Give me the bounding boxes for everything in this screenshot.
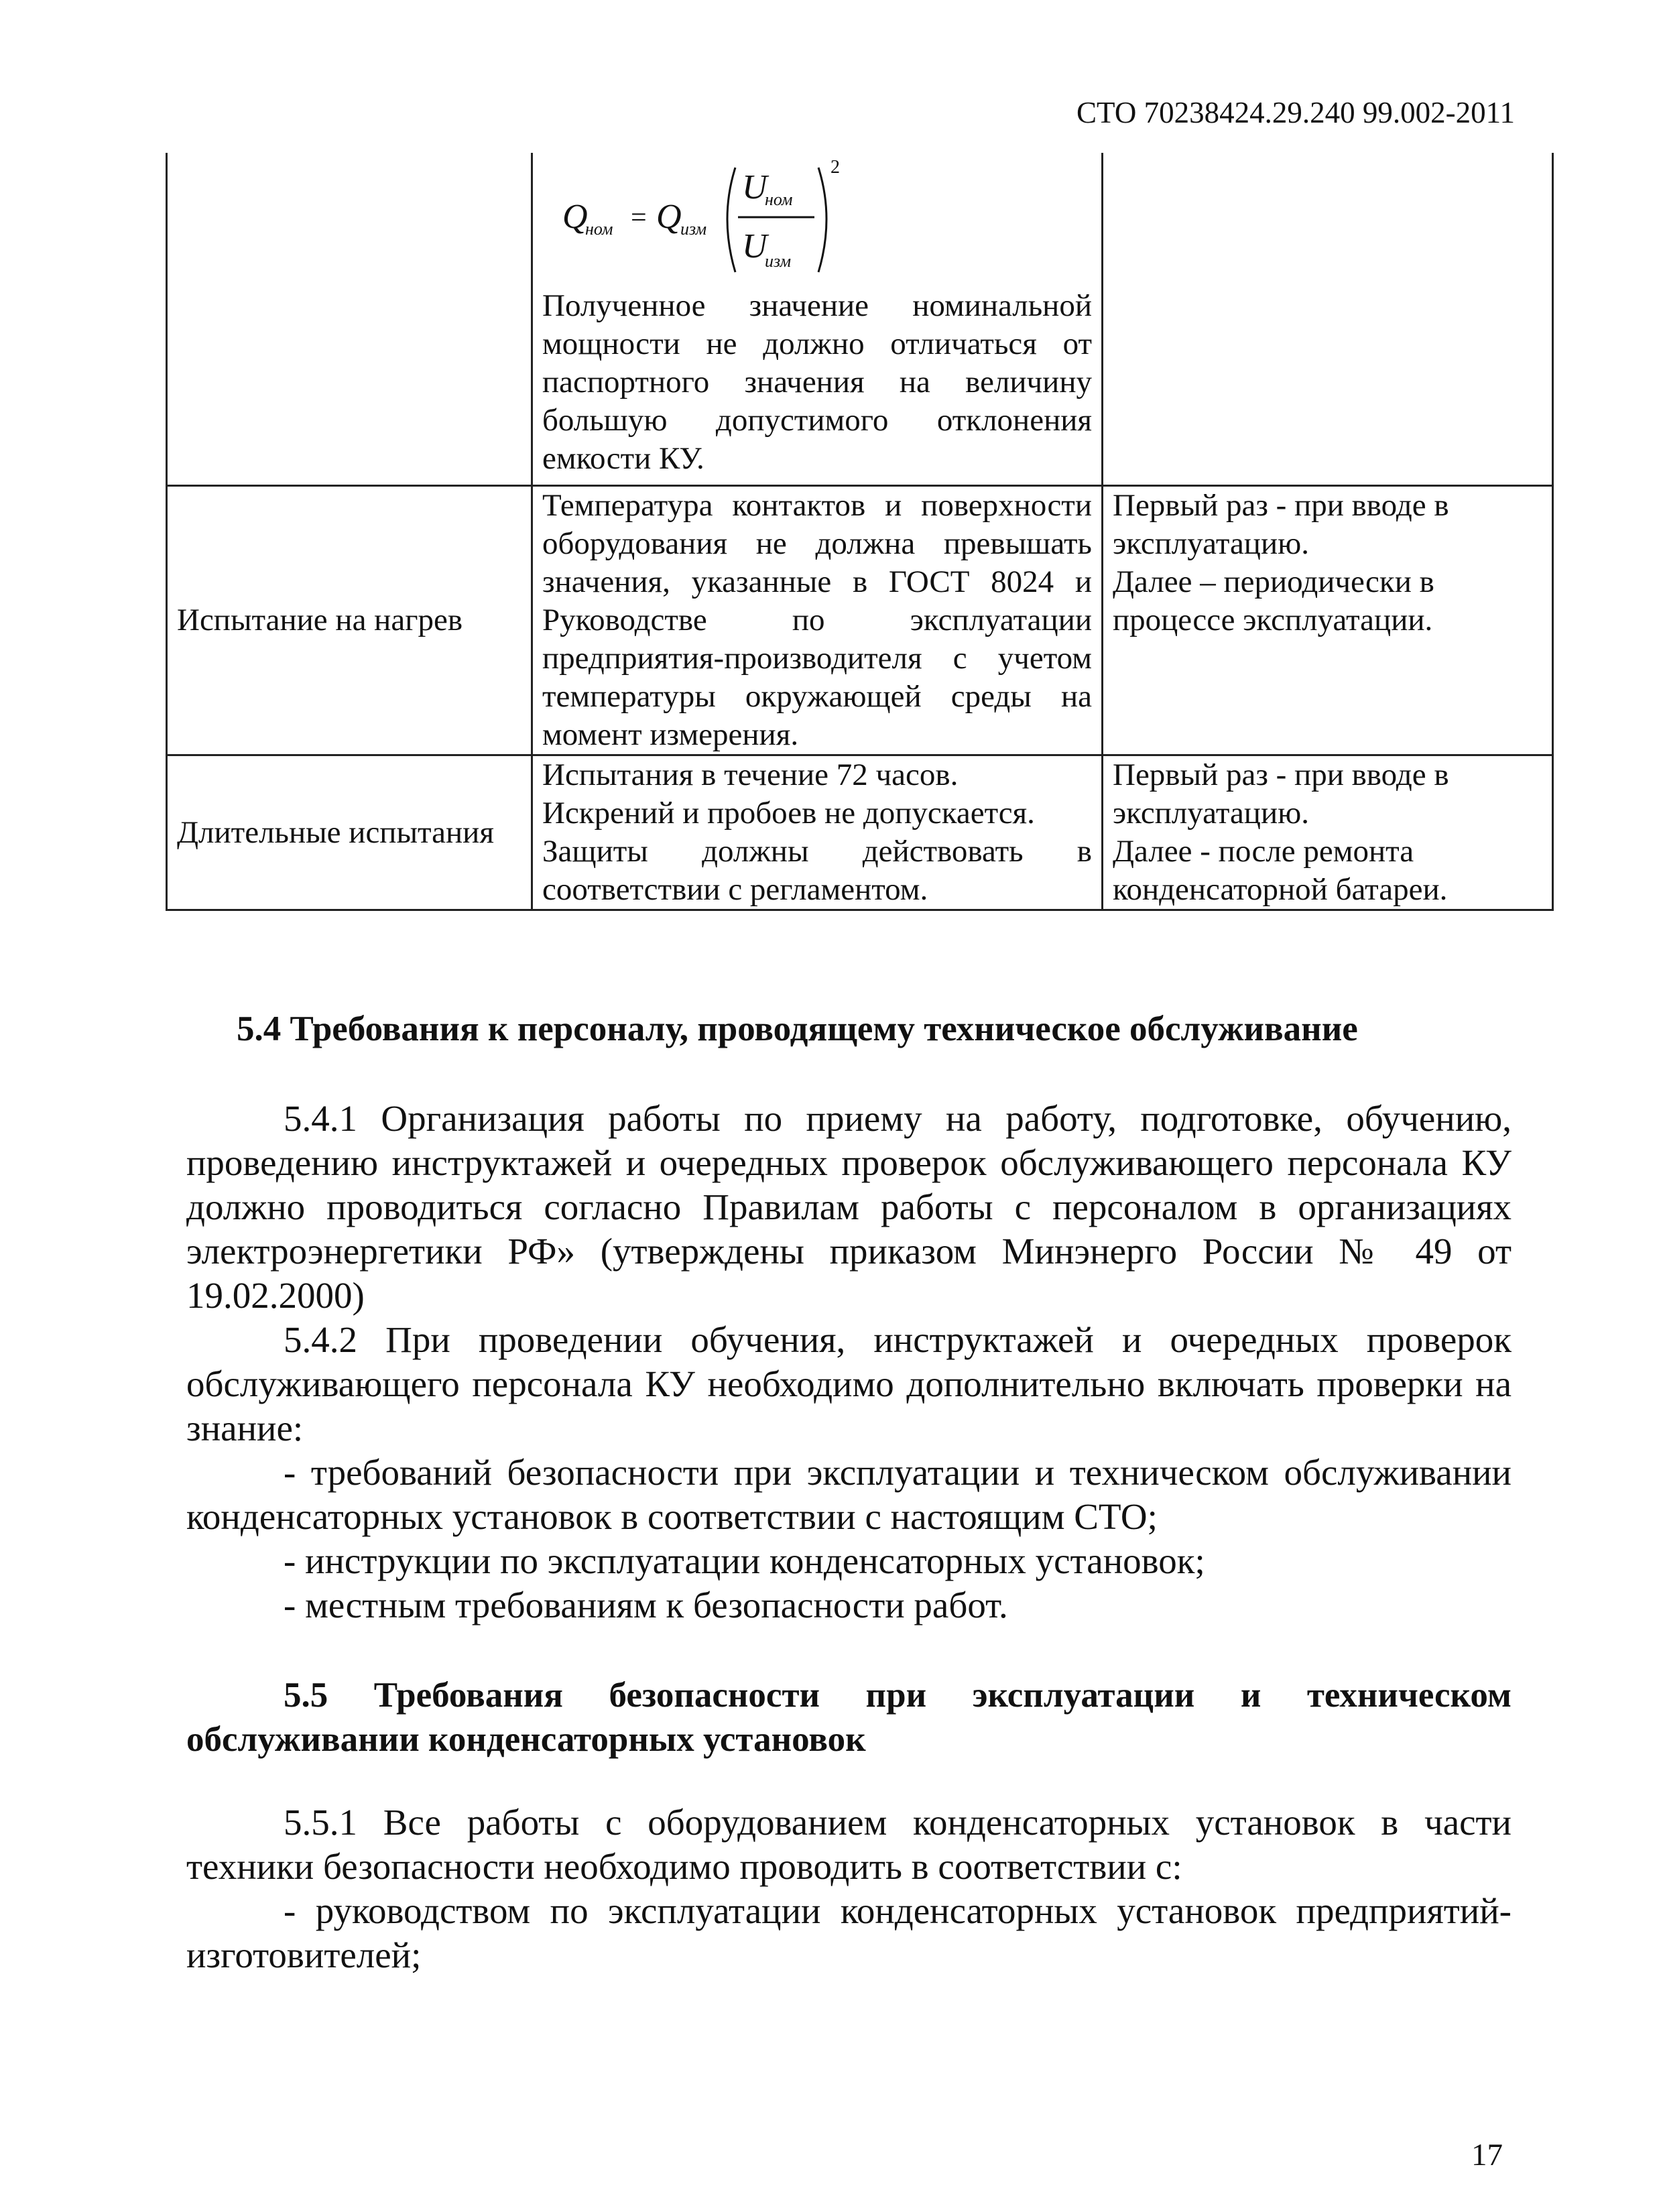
requirement-line: Искрений и пробоев не допускается.	[542, 796, 1035, 831]
test-requirements-table	[166, 153, 1554, 911]
period-text: Далее - после ремонта конденсаторной батареи.	[1113, 834, 1448, 907]
formula-equals: =	[631, 202, 647, 233]
formula-den-symbol: U	[742, 227, 767, 265]
period-text: Первый раз - при вводе в эксплуатацию.	[1113, 757, 1449, 831]
table-cell-text	[532, 755, 1103, 910]
table-cell-test-name: Испытание на нагрев	[167, 486, 532, 755]
table-row	[167, 153, 1553, 486]
formula-left-paren	[727, 168, 735, 272]
formula-graphic	[556, 153, 864, 287]
requirement-line: Испытания в течение 72 часов.	[542, 757, 959, 792]
nominal-power-formula	[542, 153, 1092, 287]
table-row	[167, 755, 1553, 910]
period-text: Первый раз - при вводе в эксплуатацию.	[1113, 488, 1449, 561]
table-cell-text: Полученное значение номинальной мощности не должно отличаться от паспортного значения на величину большую допустимого отклонения емкости КУ.	[542, 288, 1092, 476]
formula-exponent: 2	[830, 157, 840, 178]
formula-rhs-symbol: Q	[656, 198, 682, 236]
list-item: - руководством по эксплуатации конденсаторных установок предприятий-изготовителей;	[186, 1890, 1512, 1975]
table-cell-test-name: Длительные испытания	[167, 755, 532, 910]
page-number: 17	[1471, 2138, 1503, 2172]
table-cell-text: Температура контактов и поверхности оборудования не должна превышать значения, указанные в ГОСТ 8024 и Руководстве по эксплуатации предприятия-производителя с учетом температуры окружающей среды на момент измерения.	[532, 486, 1103, 755]
list-item: - местным требованиям к безопасности работ.	[284, 1585, 1008, 1625]
formula-lhs-symbol: Q	[562, 198, 588, 236]
section-5-5-body	[186, 1800, 1512, 1977]
paragraph: 5.4.1 Организация работы по приему на работу, подготовке, обучению, проведению инструктажей и очередных проверок обслуживающего персонала КУ должно проводиться согласно Правилам работы с персоналом в организациях электроэнергетики РФ» (утверждены приказом Минэнерго России № 49 от 19.02.2000)	[186, 1098, 1512, 1316]
paragraph: 5.4.2 При проведении обучения, инструктажей и очередных проверок обслуживающего персонала КУ необходимо дополнительно включать проверки на знание:	[186, 1319, 1512, 1449]
formula-num-sub: ном	[765, 190, 793, 209]
section-heading-5-5: 5.5 Требования безопасности при эксплуатации и техническом обслуживании конденсаторных установок	[186, 1676, 1512, 1759]
period-text: Далее – периодически в процессе эксплуатации.	[1113, 564, 1434, 637]
section-5-4-body	[186, 1097, 1512, 1627]
paragraph: 5.5.1 Все работы с оборудованием конденсаторных установок в части техники безопасности необходимо проводить в соответствии с:	[186, 1802, 1512, 1887]
formula-num-symbol: U	[742, 168, 767, 206]
requirement-line: Защиты должны действовать в соответствии с регламентом.	[542, 834, 1092, 907]
table-cell-formula-requirement	[532, 153, 1103, 486]
list-item: - требований безопасности при эксплуатации и техническом обслуживании конденсаторных установок в соответствии с настоящим СТО;	[186, 1452, 1512, 1537]
formula-right-paren	[818, 168, 826, 272]
table-cell-empty	[1103, 153, 1553, 486]
list-item: - инструкции по эксплуатации конденсаторных установок;	[284, 1540, 1205, 1581]
section-heading-5-4: 5.4 Требования к персоналу, проводящему техническое обслуживание	[237, 1009, 1358, 1048]
table-cell-period	[1103, 755, 1553, 910]
table-row	[167, 486, 1553, 755]
table-cell-period	[1103, 486, 1553, 755]
document-code: СТО 70238424.29.240 99.002-2011	[1076, 96, 1515, 129]
formula-rhs-sub: изм	[680, 219, 707, 239]
formula-den-sub: изм	[765, 251, 792, 271]
table-cell-empty	[167, 153, 532, 486]
formula-lhs-sub: ном	[585, 219, 613, 239]
